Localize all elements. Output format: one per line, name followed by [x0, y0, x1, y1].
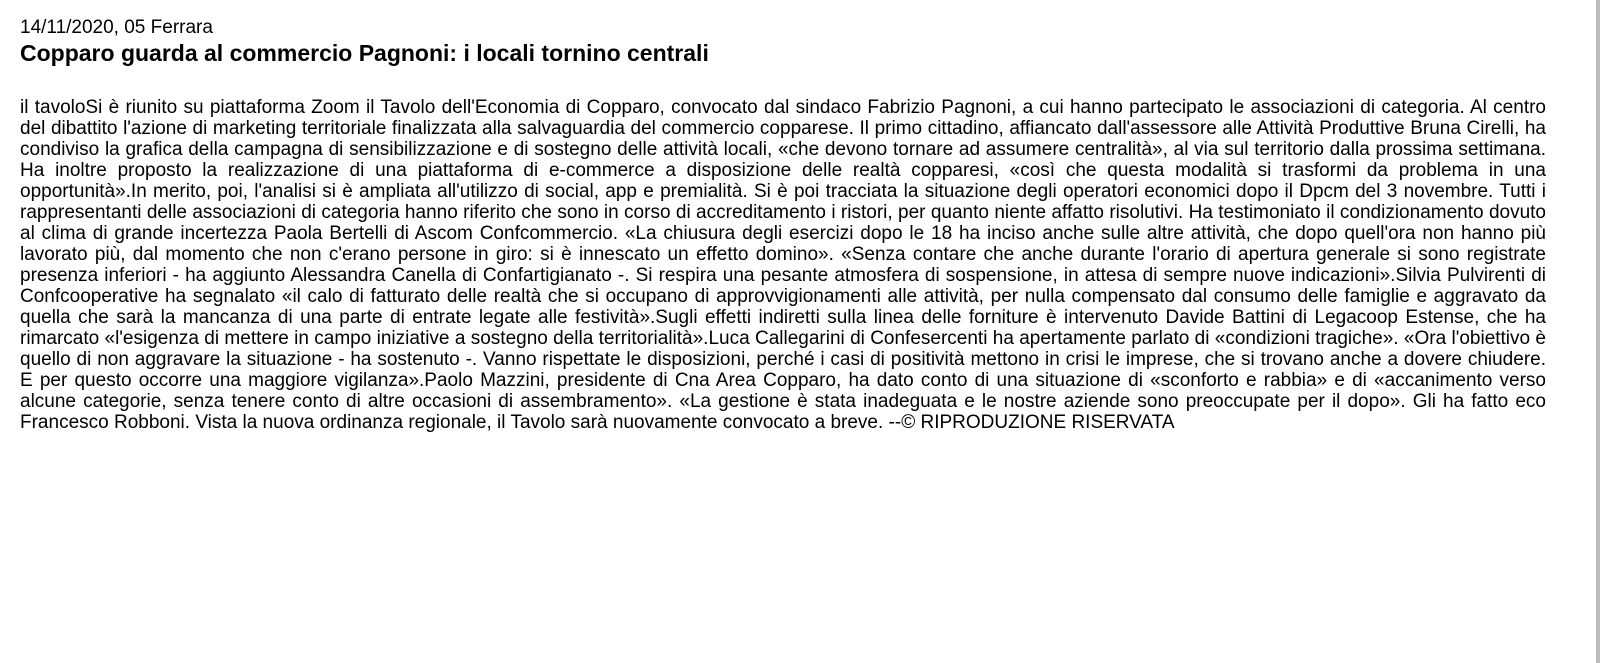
- article-body: il tavoloSi è riunito su piattaforma Zoom il Tavolo dell'Economia di Copparo, convocato dal sindaco Fabrizio Pagnoni, a cui hanno partecipato le associazioni di categoria. Al centro del dibattito l'azione di marketing territoriale finalizzata alla salvaguardia del commercio copparese. Il primo cittadino, affiancato dall'assessore alle Attività Produttive Bruna Cirelli, ha condiviso la grafica della campagna di sensibilizzazione e di sostegno delle attività locali, «che devono tornare ad assumere centralità», al via sul territorio dalla prossima settimana. Ha inoltre proposto la realizzazione di una piattaforma di e-commerce a disposizione delle realtà copparesi, «così che questa modalità si trasformi da problema in una opportunità».In merito, poi, l'analisi si è ampliata all'utilizzo di social, app e premialità. Si è poi tracciata la situazione degli operatori economici dopo il Dpcm del 3 novembre. Tutti i rappresentanti delle associazioni di categoria hanno riferito che sono in corso di accreditamento i ristori, per quanto niente affatto risolutivi. Ha testimoniato il condizionamento dovuto al clima di grande incertezza Paola Bertelli di Ascom Confcommercio. «La chiusura degli esercizi dopo le 18 ha inciso anche sulle altre attività, che dopo quell'ora non hanno più lavorato più, dal momento che non c'erano persone in giro: si è innescato un effetto domino». «Senza contare che anche durante l'orario di apertura generale si sono registrate presenza inferiori - ha aggiunto Alessandra Canella di Confartigianato -. Si respira una pesante atmosfera di sospensione, in attesa di sempre nuove indicazioni».Silvia Pulvirenti di Confcooperative ha segnalato «il calo di fatturato delle realtà che si occupano di approvvigionamenti alle attività, per nulla compensato dal consumo delle famiglie e aggravato da quella che sarà la mancanza di una parte di entrate legate alle festività».Sugli effetti indiretti sulla linea delle forniture è intervenuto Davide Battini di Legacoop Estense, che ha rimarcato «l'esigenza di mettere in campo iniziative a sostegno della territorialità».Luca Callegarini di Confesercenti ha apertamente parlato di «condizioni tragiche». «Ora l'obiettivo è quello di non aggravare la situazione - ha sostenuto -. Vanno rispettate le disposizioni, perché i casi di positività mettono in crisi le imprese, che si trovano anche a dovere chiudere. E per questo occorre una maggiore vigilanza».Paolo Mazzini, presidente di Cna Area Copparo, ha dato conto di una situazione di «sconforto e rabbia» e di «accanimento verso alcune categorie, senza tenere conto di altre occasioni di assembramento». «La gestione è stata inadeguata e le nostre aziende sono preoccupate per il dopo». Gli ha fatto eco Francesco Robboni. Vista la nuova ordinanza regionale, il Tavolo sarà nuovamente convocato a breve. --© RIPRODUZIONE RISERVATA: [20, 97, 1546, 433]
- article: [20, 17, 1546, 433]
- article-headline: Copparo guarda al commercio Pagnoni: i locali tornino centrali: [20, 40, 709, 66]
- article-dateline: 14/11/2020, 05 Ferrara: [20, 17, 213, 38]
